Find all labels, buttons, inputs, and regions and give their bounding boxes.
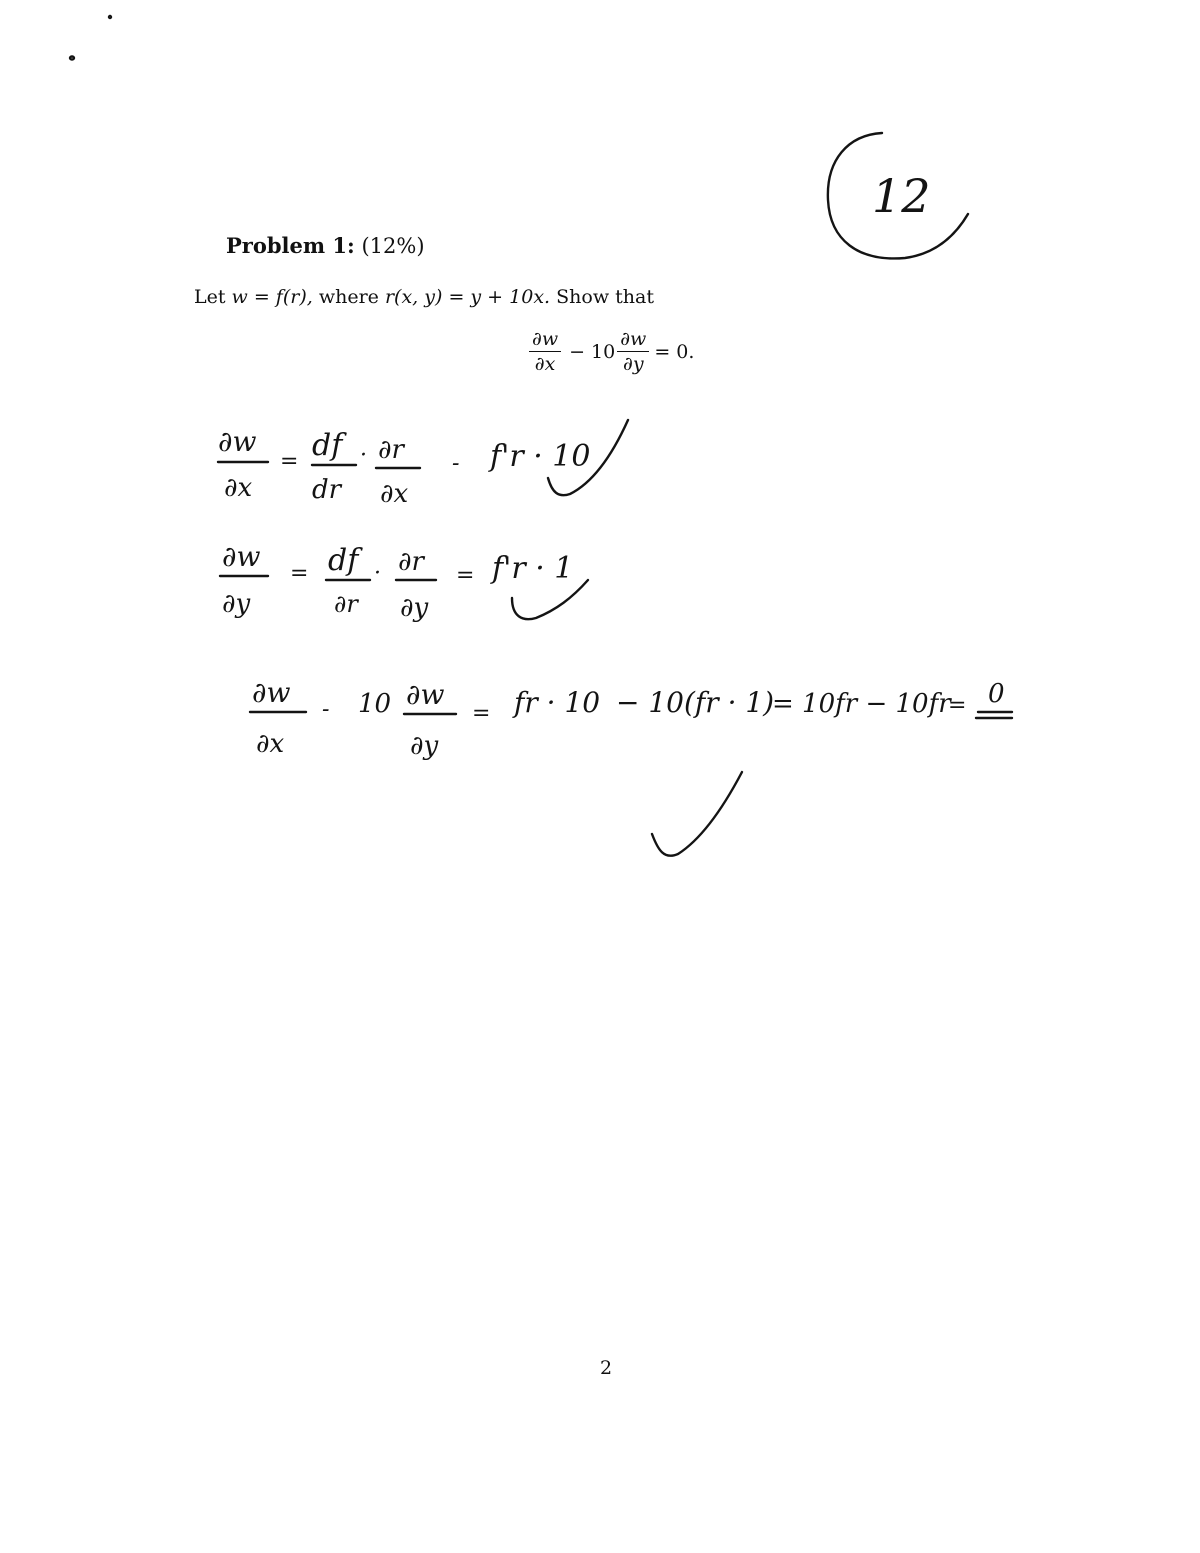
score-text: 12 <box>872 169 931 223</box>
r-definition: r(x, y) = y + 10x. <box>384 286 551 308</box>
equals-sign: - <box>452 451 460 476</box>
minus-coefficient: − 10 <box>569 340 616 363</box>
line3-mid-denominator: ∂y <box>410 731 439 761</box>
solution-line-3 <box>250 676 1012 856</box>
line3-coefficient: 10 <box>358 689 392 719</box>
equals-sign: = <box>472 701 491 726</box>
equals-sign: = <box>948 693 967 718</box>
line2-chain1-denominator: ∂r <box>334 590 358 618</box>
line1-lhs-numerator: ∂w <box>218 425 257 458</box>
line3-step2: − 10(fr · 1) <box>616 686 775 719</box>
problem-label: Problem 1: <box>226 233 355 258</box>
line1-chain1-denominator: dr <box>312 475 342 505</box>
line1-lhs-denominator: ∂x <box>224 473 253 503</box>
fraction-denominator: ∂y <box>623 353 644 375</box>
dot-operator: · <box>360 443 367 468</box>
line3-final: 0 <box>988 679 1005 709</box>
solution-line-2 <box>220 540 588 623</box>
fraction-denominator: ∂x <box>534 353 556 375</box>
score-mark <box>828 133 968 258</box>
line3-lhs-denominator: ∂x <box>256 729 285 759</box>
equals-sign: = <box>280 449 299 474</box>
scan-speck <box>109 16 111 18</box>
check-mark-icon <box>652 772 742 856</box>
line2-result: f'r · 1 <box>492 551 574 586</box>
minus-sign: - <box>322 697 330 722</box>
line3-step3: = 10fr − 10fr <box>772 689 951 719</box>
line3-lhs-numerator: ∂w <box>252 676 291 709</box>
equals-sign: = <box>290 561 309 586</box>
line2-chain1-numerator: df <box>328 543 359 578</box>
statement-show-that: Show that <box>556 286 654 308</box>
fraction-numerator: ∂w <box>532 328 559 350</box>
fraction-numerator: ∂w <box>620 328 647 350</box>
line2-chain2-denominator: ∂y <box>400 593 429 623</box>
line1-chain2-denominator: ∂x <box>380 479 409 509</box>
line1-result: f'r · 10 <box>490 439 591 474</box>
line1-chain2-numerator: ∂r <box>378 435 404 465</box>
statement-where: where <box>318 286 379 308</box>
line3-mid-numerator: ∂w <box>406 678 445 711</box>
w-definition: w = f(r), <box>231 286 313 308</box>
line2-lhs-denominator: ∂y <box>222 589 251 619</box>
line1-chain1-numerator: df <box>312 428 343 463</box>
problem-weight: (12%) <box>361 234 425 258</box>
line2-lhs-numerator: ∂w <box>222 540 261 573</box>
line2-chain2-numerator: ∂r <box>398 547 424 577</box>
equals-sign: = <box>456 563 475 588</box>
line3-step1: fr · 10 <box>514 686 601 719</box>
equation-rhs: = 0. <box>654 340 695 363</box>
scan-speck <box>70 57 74 60</box>
page-number: 2 <box>600 1357 613 1379</box>
dot-operator: · <box>374 561 381 586</box>
statement-prefix: Let <box>194 286 226 308</box>
solution-line-1 <box>218 420 628 509</box>
